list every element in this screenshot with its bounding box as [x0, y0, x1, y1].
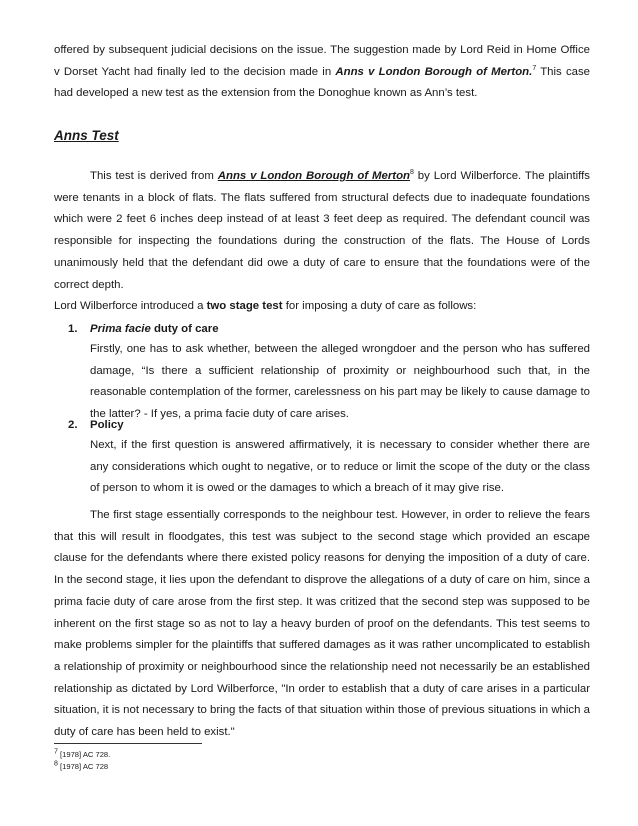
list-item-body-2: Next, if the first question is answered affirmatively, it is necessary to consider whether there are any considerations which ought to negative, or to reduce or limit the scope of the duty or the class of person to whom it is owed or the damages to which a breach of it may give rise.	[90, 439, 590, 495]
list-number-2: 2.	[68, 419, 78, 431]
footnote-number: 8	[54, 760, 58, 768]
footnote-ref-8: 8	[410, 169, 414, 177]
anns-test-paragraph	[54, 166, 590, 296]
list-item-title-rest: Policy	[90, 419, 124, 431]
two-stage-intro	[54, 296, 590, 318]
footnote-8	[54, 762, 108, 772]
list-item-title-1	[90, 323, 219, 335]
list-item-title-italic: Prima facie	[90, 323, 151, 335]
footnote-ref-7: 7	[532, 64, 537, 72]
two-stage-text: Lord Wilberforce introduced a	[54, 300, 207, 312]
two-stage-text-end: for imposing a duty of care as follows:	[282, 300, 477, 312]
footnote-7	[54, 750, 110, 760]
two-stage-bold: two stage test	[206, 300, 283, 312]
list-item-body-1: Firstly, one has to ask whether, between the alleged wrongdoer and the person who has suffered damage, “Is there a sufficient relationship of proximity or neighbourhood such that, in the reasonable contemplation of the former, carelessness on his part may be likely to cause damage to the latter? - If yes, a prima facie duty of care arises.	[90, 343, 590, 421]
footnote-text: [1978] AC 728	[57, 762, 109, 771]
final-paragraph: The first stage essentially corresponds to the neighbour test. However, in order to relieve the fears that this will result in floodgates, this test was subject to the second stage which provided an escape clause for the defendants where there existed policy reasons for denying the imposition of a duty of care. In the second stage, it lies upon the defendant to disprove the allegations of a duty of care on him, since a prima facie duty of care arose from the first step. It was critized that the second step was supposed to be inherent on the first stage so as not to lay a heavy burden of proof on the defendants. This test seems to make problems simpler for the plaintiffs that suffered damages as it was rather uncomplicated to establish a relationship of proximity or neighbourhood since the relationship need not necessarily be an established relationship as dictated by Lord Wilberforce, "In order to establish that a duty of care arises in a particular situation, it is not necessary to bring the facts of that situation within those of previous situations in which a duty of care has been held to exist."	[54, 509, 590, 739]
list-item-title-rest: duty of care	[150, 323, 219, 335]
footnote-number: 7	[54, 748, 58, 756]
anns-text: This test is derived from	[90, 170, 218, 182]
footnote-separator	[54, 743, 202, 744]
intro-text-end: This case had developed a new test as the extension from the Donoghue known as Ann’s test.	[54, 65, 591, 100]
list-item-title-2	[90, 419, 124, 431]
case-name-anns: Anns v London Borough of Merton.	[335, 65, 533, 78]
intro-text: offered by subsequent judicial decisions on the issue. The suggestion made by Lord Reid in Home Office v Dorset Yacht had finally led to the decision made in	[54, 44, 590, 78]
intro-paragraph	[54, 40, 590, 105]
section-heading: Anns Test	[54, 128, 119, 143]
footnote-text: [1978] AC 728.	[57, 750, 111, 759]
anns-text-end: by Lord Wilberforce. The plaintiffs were tenants in a block of flats. The flats suffered from structural defects due to inadequate foundations which were 2 feet 6 inches deep instead of at least 3 feet deep as required. The defendant council was responsible for inspecting the foundations during the construction of the flats. The House of Lords unanimously held that the defendant did owe a duty of care to ensure that the foundations were of the correct depth.	[54, 170, 591, 291]
case-name-anns-underlined: Anns v London Borough of Merton	[217, 170, 410, 182]
list-number-1: 1.	[68, 323, 78, 335]
